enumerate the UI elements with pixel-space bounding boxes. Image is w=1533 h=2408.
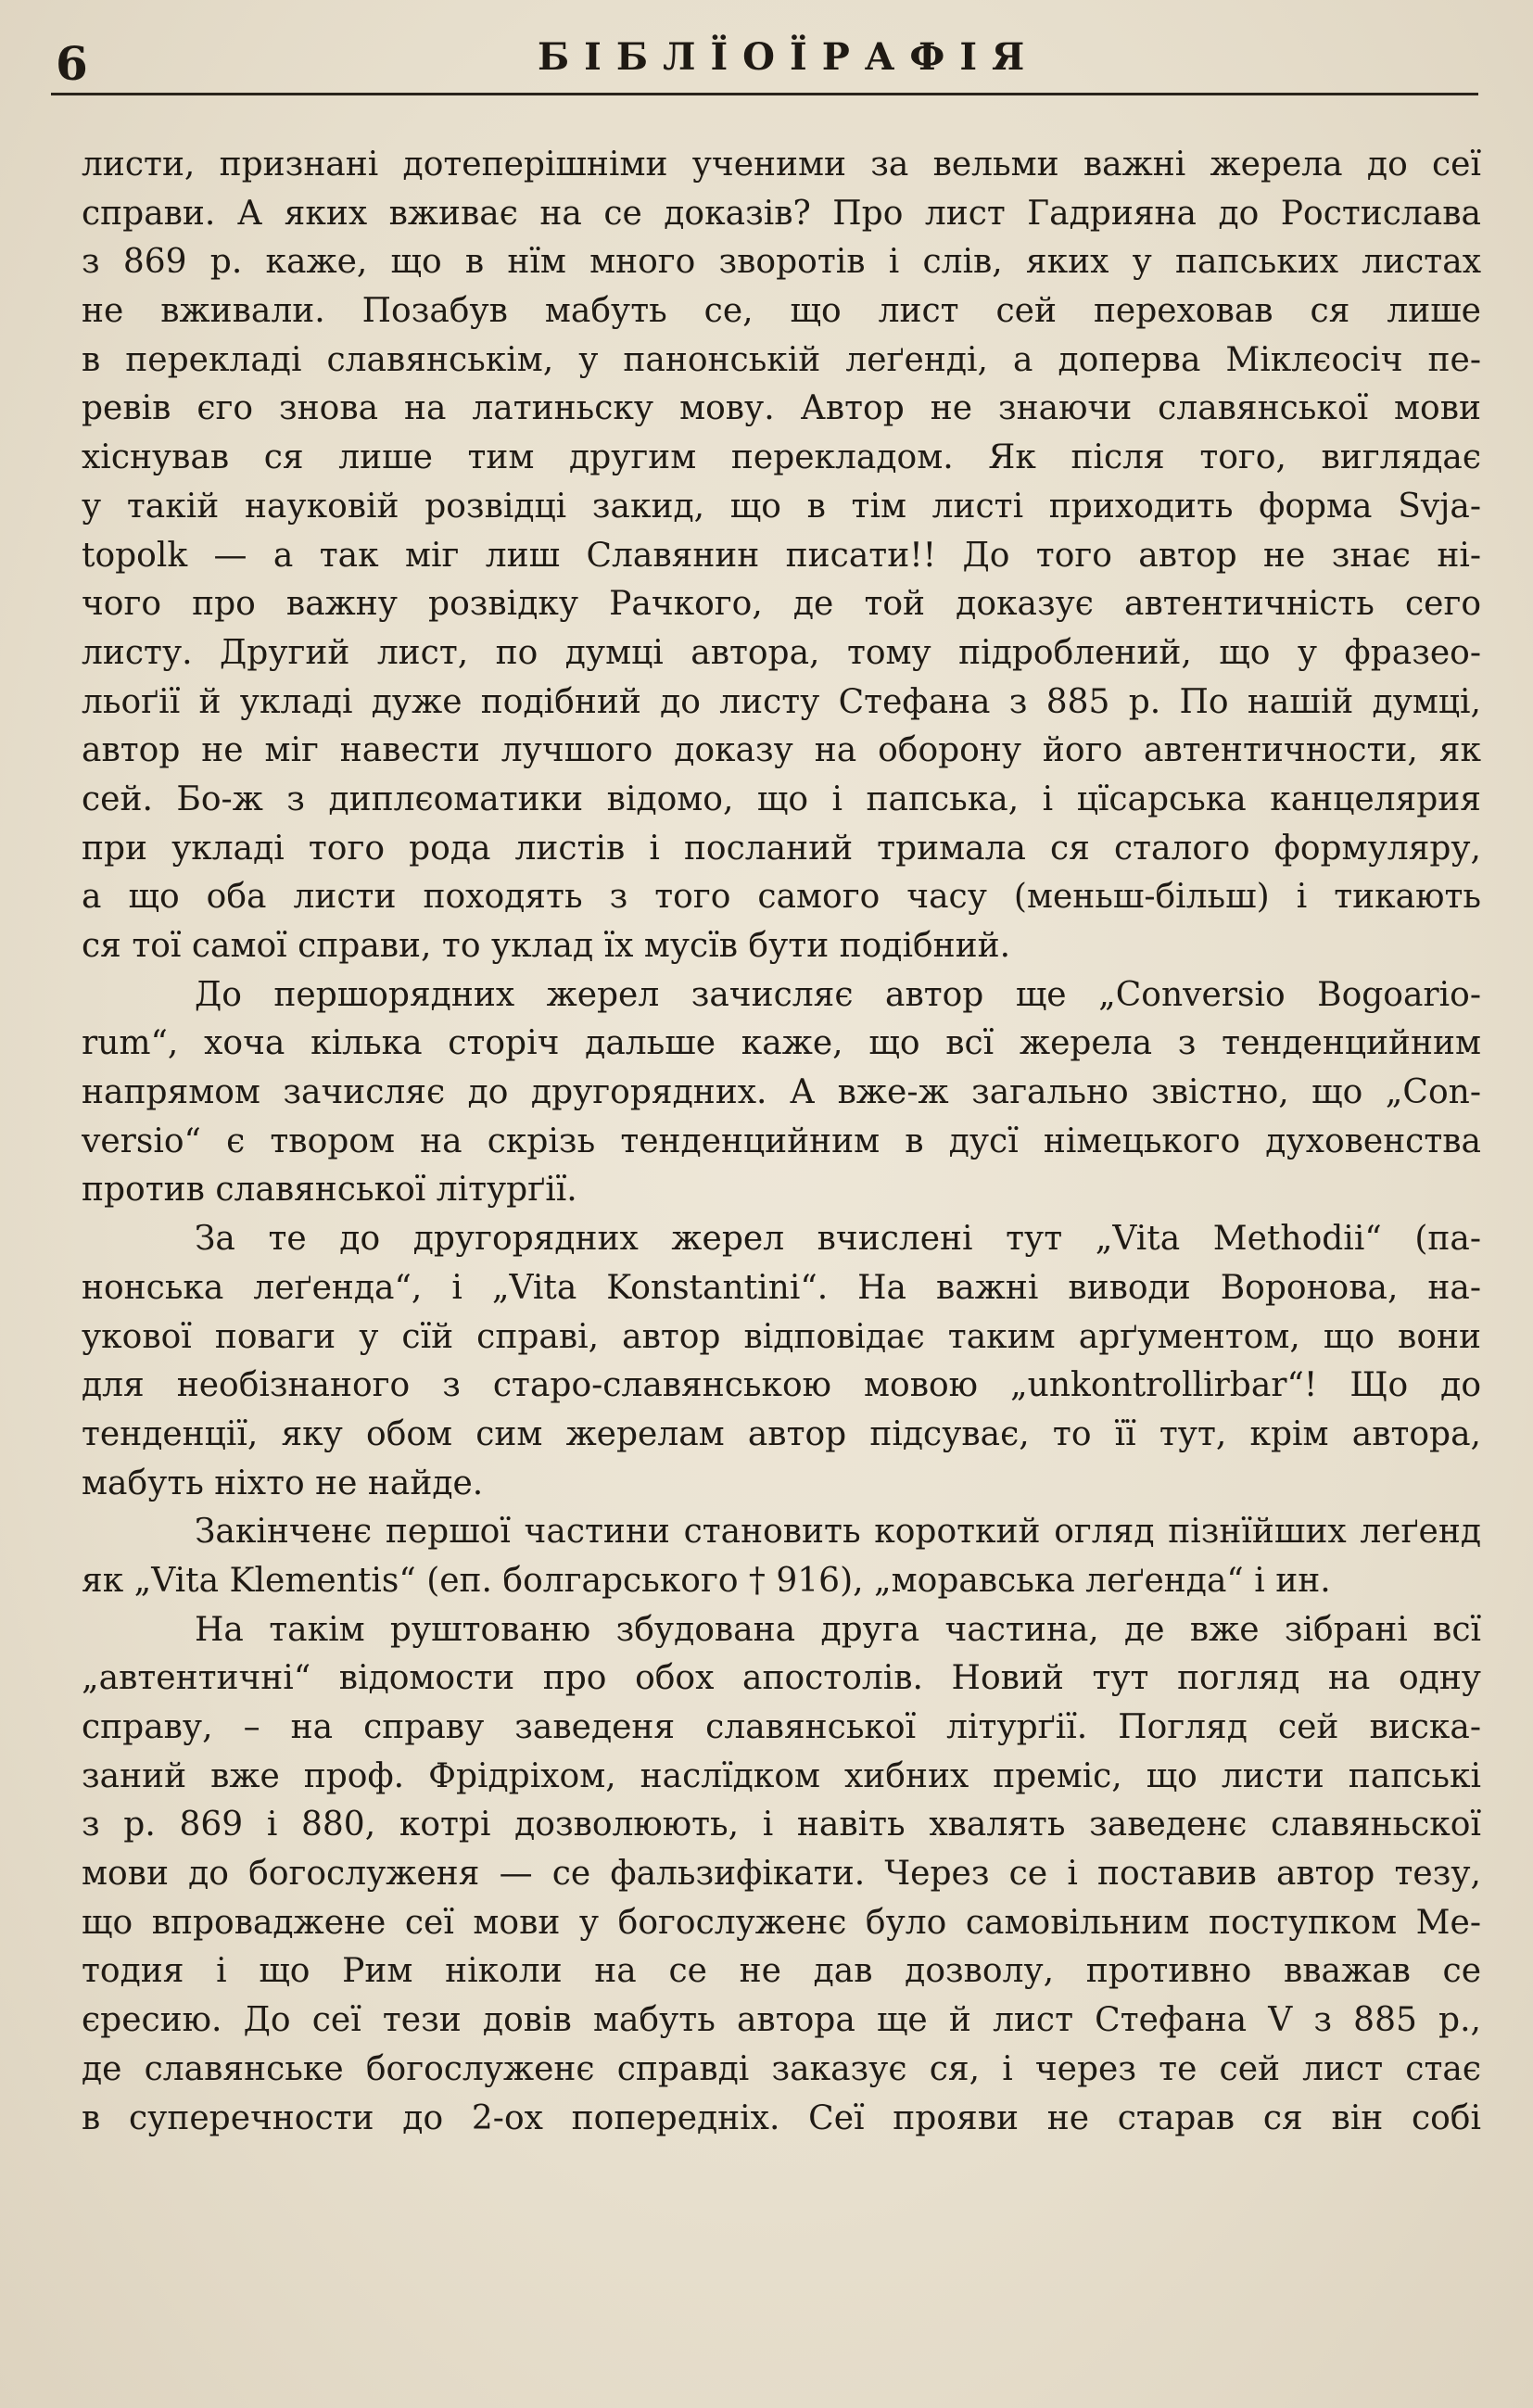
text-line: справу, – на справу заведеня славянської літурґії. Погляд сей виска-	[82, 1708, 1481, 1746]
text-line: ся тої самої справи, то уклад їх мусїв бути подібний.	[82, 927, 1011, 965]
paragraph-start-line: До першорядних жерел зачисляє автор ще „Conversio Bogoario-	[195, 975, 1481, 1014]
paragraph-start-line: На такім руштованю збудована друга частина, де вже зібрані всї	[195, 1610, 1481, 1649]
text-line: напрямом зачисляє до другорядних. А вже-ж загально звістно, що „Con-	[82, 1073, 1481, 1112]
text-line: льоґії й укладі дуже подібний до листу Стефана з 885 р. По нашій думці,	[82, 682, 1481, 721]
text-line: в суперечности до 2-ох попередніх. Сеї прояви не старав ся він собі	[82, 2098, 1481, 2137]
text-line: з р. 869 і 880, котрі дозволюють, і навіть хвалять заведенє славяньскої	[82, 1806, 1481, 1844]
text-line: мабуть ніхто не найде.	[82, 1464, 484, 1502]
text-line: в перекладі славянськім, у панонській леґенді, а доперва Міклєосіч пе-	[82, 340, 1481, 379]
text-line: мови до богослуженя — се фальзифікати. Через се і поставив автор тезу,	[82, 1855, 1481, 1894]
text-line: versio“ є твором на скрізь тенденцийним в дусї німецького духовенства	[82, 1122, 1481, 1160]
text-line: topolk — а так міг лиш Славянин писати!! До того автор не знає ні-	[82, 536, 1481, 575]
text-line: против славянської літурґії.	[82, 1171, 577, 1210]
text-line: сей. Бо-ж з диплєоматики відомо, що і папська, і цїсарська канцелярия	[82, 779, 1481, 818]
text-line: автор не міг навести лучшого доказу на оборону його автентичности, як	[82, 731, 1481, 770]
text-line: справи. А яких вживає на се доказів? Про лист Гадрияна до Ростислава	[82, 194, 1481, 233]
text-line: листу. Другий лист, по думці автора, тому підроблений, що у фразео-	[82, 633, 1481, 672]
text-line: заний вже проф. Фрідріхом, наслїдком хибних преміс, що листи папські	[82, 1756, 1481, 1795]
header-rule	[51, 93, 1478, 95]
text-line: єресию. До сеї тези довів мабуть автора ще й лист Стефана V з 885 р.,	[82, 2001, 1481, 2040]
text-line: хіснував ся лише тим другим перекладом. Як після того, виглядає	[82, 438, 1481, 477]
text-line: rum“, хоча кілька сторіч дальше каже, що всї жерела з тенденцийним	[82, 1024, 1481, 1063]
text-line: де славянське богослуженє справді заказує ся, і через те сей лист стає	[82, 2049, 1481, 2088]
text-line: як „Vita Klementis“ (еп. болгарського † 916), „моравська леґенда“ і ин.	[82, 1561, 1331, 1600]
text-line: листи, признані дотеперішніми ученими за вельми важні жерела до сеї	[82, 146, 1481, 184]
text-line: чого про важну розвідку Рачкого, де той доказує автентичність сего	[82, 585, 1481, 624]
text-line: що впроваджене сеї мови у богослуженє було самовільним поступком Ме-	[82, 1903, 1481, 1942]
text-line: ревів єго знова на латиньску мову. Автор не знаючи славянської мови	[82, 389, 1481, 428]
text-line: тодия і що Рим ніколи на се не дав дозволу, противно вважав се	[82, 1952, 1481, 1991]
paragraph-start-line: Закінченє першої частини становить короткий огляд пізнїйших леґенд	[195, 1513, 1481, 1552]
text-line: а що оба листи походять з того самого часу (меньш-більш) і тикають	[82, 878, 1481, 917]
text-line: не вживали. Позабув мабуть се, що лист сей переховав ся лише	[82, 292, 1481, 331]
body-text	[82, 141, 1481, 2143]
page-number: 6	[56, 36, 88, 91]
text-line: при укладі того рода листів і посланий тримала ся сталого формуляру,	[82, 829, 1481, 868]
paragraph-start-line: За те до другорядних жерел вчислені тут „Vita Methodii“ (па-	[195, 1220, 1481, 1259]
text-line: тенденції, яку обом сим жерелам автор підсуває, то її тут, крім автора,	[82, 1414, 1481, 1453]
text-line: „автентичні“ відомости про обох апостолів. Новий тут погляд на одну	[82, 1659, 1481, 1698]
text-line: укової поваги у сїй справі, автор відповідає таким арґументом, що вони	[82, 1317, 1481, 1356]
text-line: нонська леґенда“, і „Vita Konstantini“. На важні виводи Воронова, на-	[82, 1268, 1481, 1307]
page-header	[56, 30, 1474, 95]
text-line: у такій науковій розвідці закид, що в тім листі приходить форма Svja-	[82, 487, 1481, 526]
text-line: для необізнаного з старо-славянською мовою „unkontrollirbar“! Що до	[82, 1366, 1481, 1405]
running-title: БІБЛЇОЇРАФІЯ	[538, 35, 1040, 79]
text-line: з 869 р. каже, що в нїм много зворотів і слів, яких у папських листах	[82, 243, 1481, 282]
